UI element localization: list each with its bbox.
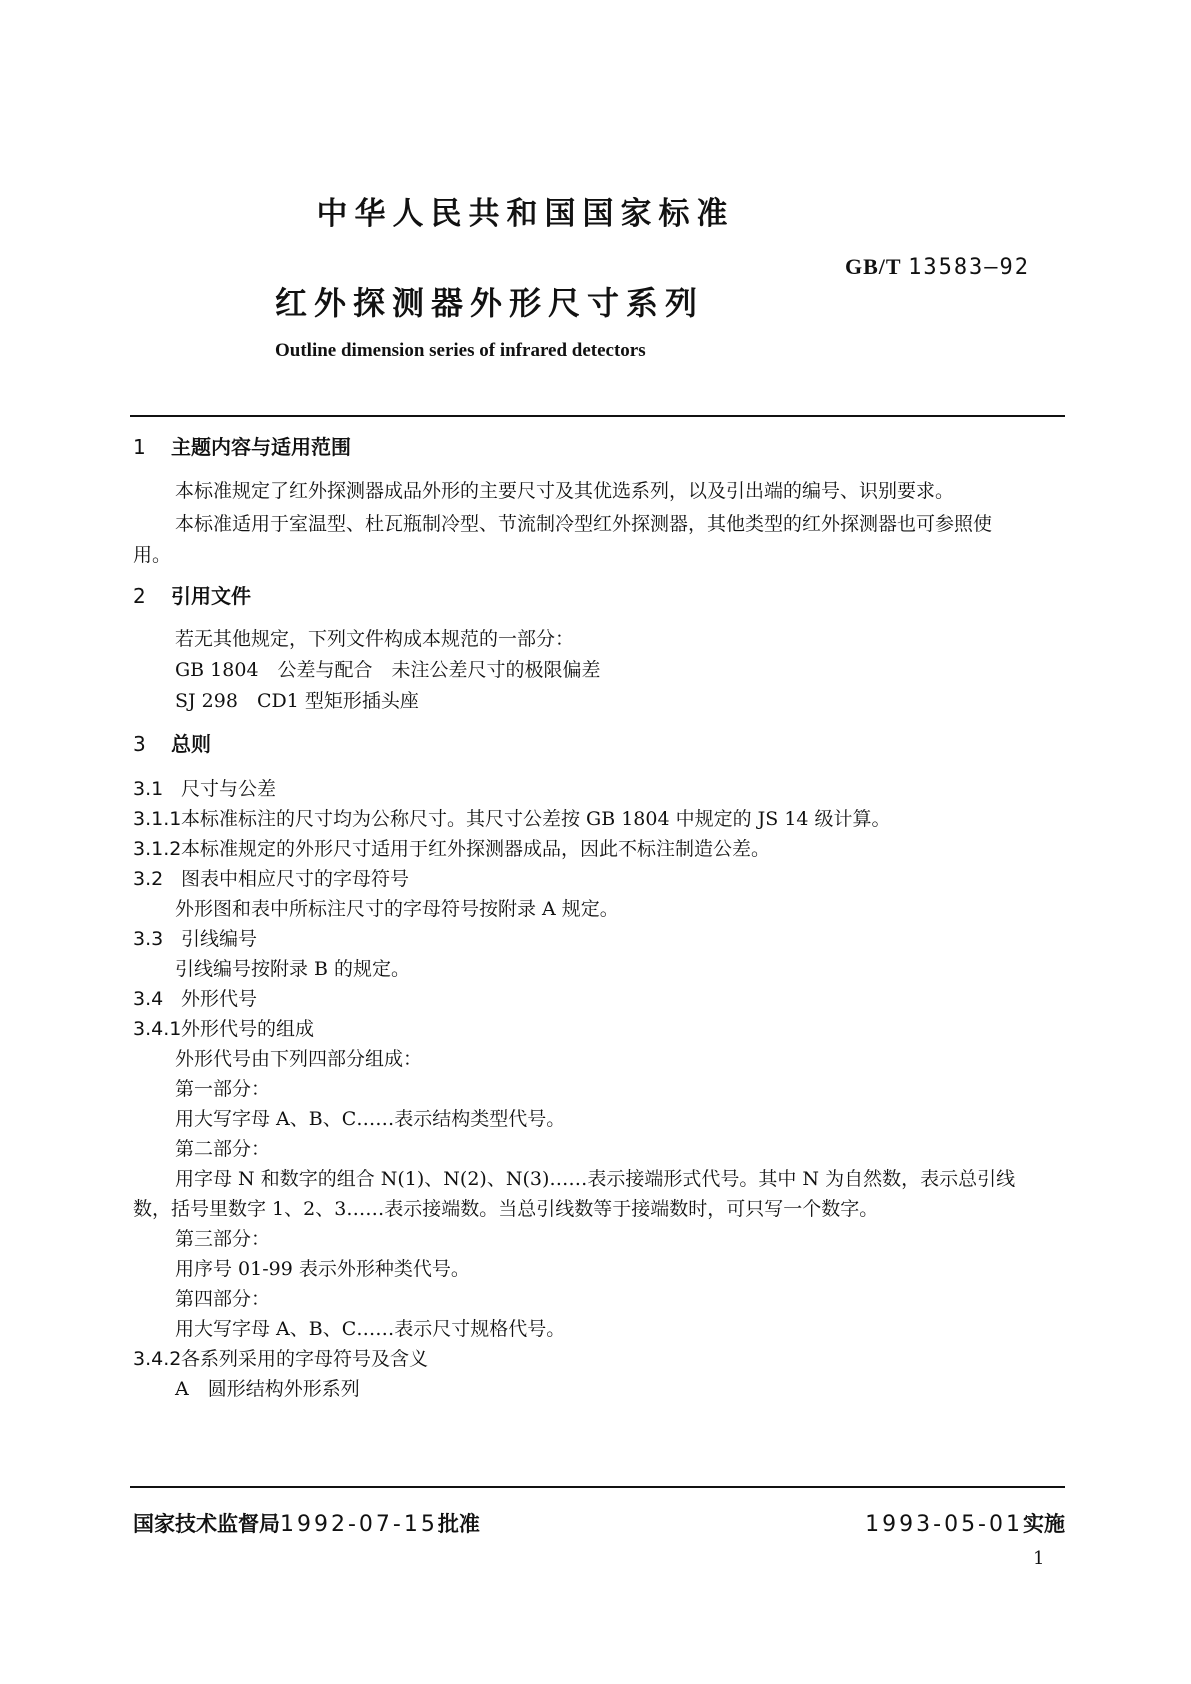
section-3-4-1-intro: 外形代号由下列四部分组成：	[175, 1048, 423, 1070]
section-3-4-1-heading: 3.4.1外形代号的组成	[133, 1018, 315, 1040]
footer-divider	[130, 1486, 1065, 1488]
standard-name: 中华人民共和国国家标准	[316, 196, 735, 232]
section-3-1-heading: 3.1 尺寸与公差	[133, 778, 277, 800]
part-1-label: 第一部分：	[175, 1078, 271, 1100]
section-3-2-heading: 3.2 图表中相应尺寸的字母符号	[133, 868, 410, 890]
series-a: A 圆形结构外形系列	[175, 1378, 360, 1400]
part-3-label: 第三部分：	[175, 1228, 271, 1250]
section-1-paragraph-2: 本标准适用于室温型、杜瓦瓶制冷型、节流制冷型红外探测器，其他类型的红外探测器也可参照使	[175, 513, 993, 535]
approval-line: 国家技术监督局1992-07-15批准	[133, 1512, 480, 1537]
section-3-1-2: 3.1.2本标准规定的外形尺寸适用于红外探测器成品，因此不标注制造公差。	[133, 838, 771, 860]
page-number: 1	[1033, 1548, 1045, 1569]
section-3-3-heading: 3.3 引线编号	[133, 928, 258, 950]
effective-line: 1993-05-01实施	[865, 1512, 1065, 1537]
section-3-1-1: 3.1.1本标准标注的尺寸均为公称尺寸。其尺寸公差按 GB 1804 中规定的 JS 14 级计算。	[133, 808, 891, 830]
header-divider	[130, 415, 1065, 417]
section-3-heading: 3 总则	[133, 732, 211, 756]
part-1-text: 用大写字母 A、B、C……表示结构类型代号。	[175, 1108, 566, 1130]
part-4-label: 第四部分：	[175, 1288, 271, 1310]
section-3-4-heading: 3.4 外形代号	[133, 988, 258, 1010]
section-2-intro: 若无其他规定，下列文件构成本规范的一部分：	[175, 628, 575, 650]
part-3-text: 用序号 01-99 表示外形种类代号。	[175, 1258, 470, 1280]
standard-code: GB/T 13583—92	[845, 254, 1031, 280]
part-2-text: 用字母 N 和数字的组合 N(1)、N(2)、N(3)……表示接端形式代号。其中 N 为自然数，表示总引线	[175, 1168, 1016, 1190]
section-1-heading: 1 主题内容与适用范围	[133, 435, 351, 459]
document-title-en: Outline dimension series of infrared detectors	[275, 340, 646, 361]
part-2-label: 第二部分：	[175, 1138, 271, 1160]
section-3-2-text: 外形图和表中所标注尺寸的字母符号按附录 A 规定。	[175, 898, 619, 920]
reference-gb1804: GB 1804 公差与配合 未注公差尺寸的极限偏差	[175, 659, 601, 681]
section-1-paragraph-2-cont: 用。	[133, 544, 172, 566]
section-3-4-2-heading: 3.4.2各系列采用的字母符号及含义	[133, 1348, 429, 1370]
reference-sj298: SJ 298 CD1 型矩形插头座	[175, 690, 419, 712]
document-title-zh: 红外探测器外形尺寸系列	[275, 284, 705, 322]
section-2-heading: 2 引用文件	[133, 584, 251, 608]
section-1-paragraph-1: 本标准规定了红外探测器成品外形的主要尺寸及其优选系列，以及引出端的编号、识别要求。	[175, 480, 955, 502]
part-4-text: 用大写字母 A、B、C……表示尺寸规格代号。	[175, 1318, 566, 1340]
part-2-text-cont: 数，括号里数字 1、2、3……表示接端数。当总引线数等于接端数时，可只写一个数字。	[133, 1198, 879, 1220]
section-3-3-text: 引线编号按附录 B 的规定。	[175, 958, 411, 980]
